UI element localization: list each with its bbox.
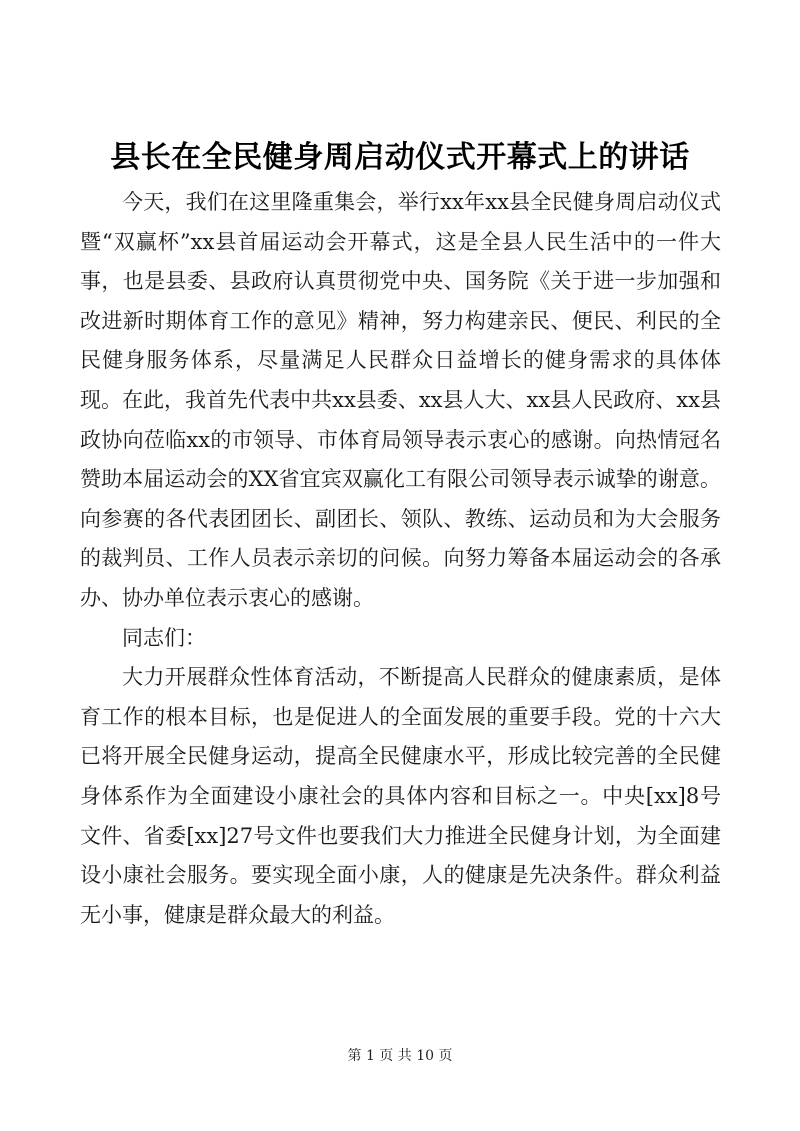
document-body [80,183,721,935]
document-title: 县长在全民健身周启动仪式开幕式上的讲话 [110,140,690,175]
page-number-footer: 第 1 页 共 10 页 [347,1048,453,1064]
paragraph-salutation: 同志们： [122,625,206,650]
paragraph-fitness-goals: 大力开展群众性体育活动，不断提高人民群众的健康素质，是体育工作的根本目标，也是促进人的全面发展的重要手段。党的十六大已将开展全民健身运动，提高全民健康水平，形成比较完善的全民健身体系作为全面建设小康社会的具体内容和目标之一。中央[xx]8号文件、省委[xx]27号文件也要我们大力推进全民健身计划，为全面建设小康社会服务。要实现全面小康，人的健康是先决条件。群众利益无小事，健康是群众最大的利益。 [80,665,721,927]
paragraph-opening: 今天，我们在这里隆重集会，举行xx年xx县全民健身周启动仪式暨“双赢杯”xx县首届运动会开幕式，这是全县人民生活中的一件大事，也是县委、县政府认真贯彻党中央、国务院《关于进一步加强和改进新时期体育工作的意见》精神，努力构建亲民、便民、利民的全民健身服务体系，尽量满足人民群众日益增长的健身需求的具体体现。在此，我首先代表中共xx县委、xx县人大、xx县人民政府、xx县政协向莅临xx的市领导、市体育局领导表示衷心的感谢。向热情冠名赞助本届运动会的XX省宜宾双赢化工有限公司领导表示诚挚的谢意。向参赛的各代表团团长、副团长、领队、教练、运动员和为大会服务的裁判员、工作人员表示亲切的问候。向努力筹备本届运动会的各承办、协办单位表示衷心的感谢。 [80,190,721,610]
